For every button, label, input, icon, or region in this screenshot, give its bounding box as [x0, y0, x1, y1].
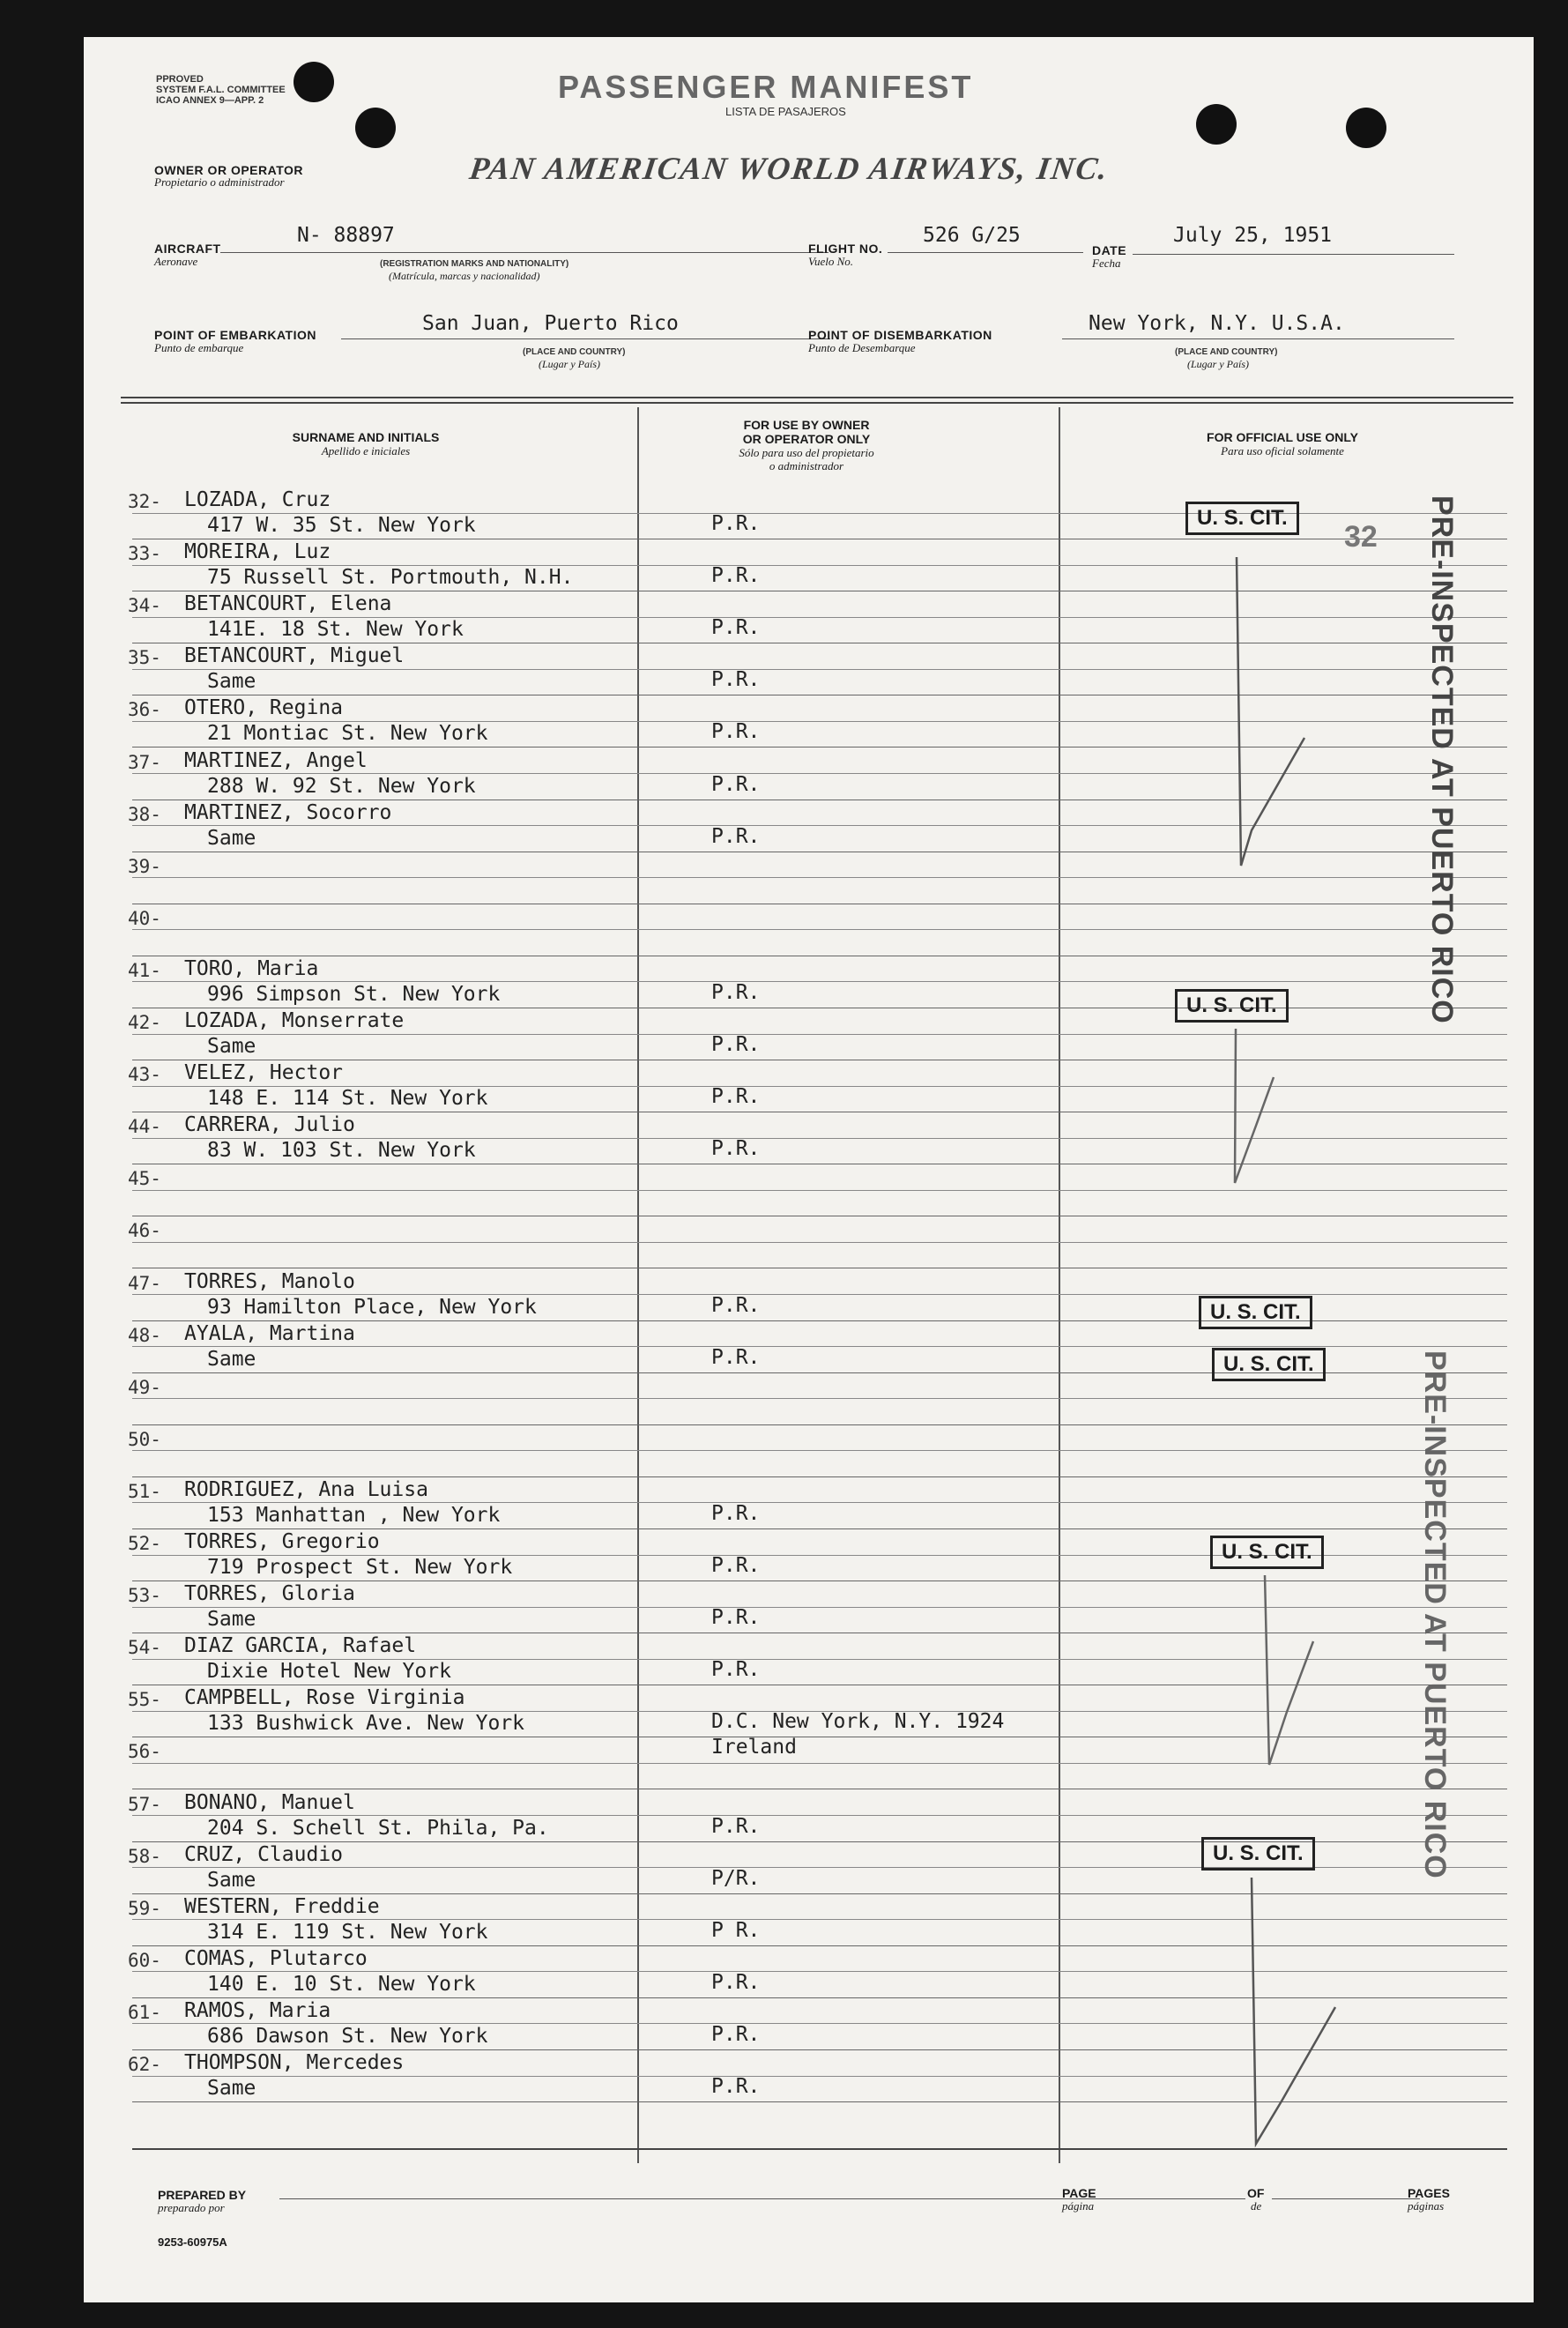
row-number: 51- [128, 1480, 161, 1502]
operator-use: P.R. [711, 2075, 761, 2098]
flight-label-es: Vuelo No. [808, 255, 854, 268]
preinspected-stamp-2: PRE-INSPECTED AT PUERTO RICO [1418, 1350, 1452, 1879]
aircraft-note: (REGISTRATION MARKS AND NATIONALITY) [380, 259, 569, 269]
passenger-name: RAMOS, Maria [184, 1998, 331, 2022]
row-number: 60- [128, 1949, 161, 1971]
owner-label-es: Propietario o administrador [154, 175, 285, 189]
row-number: 62- [128, 2054, 161, 2075]
us-cit-stamp-4: U. S. CIT. [1212, 1348, 1326, 1381]
footer-rule [132, 2148, 1507, 2150]
operator-use: P.R. [711, 1137, 761, 1161]
row-number: 54- [128, 1637, 161, 1659]
of-line [1272, 2198, 1420, 2199]
row-number: 36- [128, 699, 161, 721]
disembark-note-es: (Lugar y País) [1187, 358, 1249, 370]
passenger-address: 288 W. 92 St. New York [207, 774, 476, 798]
passenger-address: 996 Simpson St. New York [207, 982, 501, 1006]
row-number: 46- [128, 1220, 161, 1242]
us-cit-stamp-6: U. S. CIT. [1201, 1837, 1315, 1871]
row-number: 35- [128, 647, 161, 669]
page-label-es: página [1062, 2199, 1095, 2213]
row-number: 52- [128, 1533, 161, 1554]
manifest-title: PASSENGER MANIFEST [558, 69, 974, 105]
row-number: 39- [128, 855, 161, 877]
passenger-address: 686 Dawson St. New York [207, 2024, 488, 2048]
passenger-address: 93 Hamilton Place, New York [207, 1295, 537, 1319]
row-number: 48- [128, 1324, 161, 1346]
operator-use: P.R. [711, 2022, 761, 2046]
operator-use: P.R. [711, 1033, 761, 1056]
passenger-address: Same [207, 2077, 256, 2100]
row-number: 59- [128, 1897, 161, 1919]
date-value: July 25, 1951 [1173, 224, 1333, 247]
disembark-label: POINT OF DISEMBARKATION [808, 328, 992, 342]
of-label-es: de [1251, 2199, 1262, 2213]
passenger-address: 140 E. 10 St. New York [207, 1972, 476, 1996]
page-line [1104, 2198, 1245, 2199]
row-number: 38- [128, 803, 161, 825]
passenger-address: 21 Montiac St. New York [207, 722, 488, 746]
passenger-name: BETANCOURT, Miguel [184, 644, 405, 668]
operator-use: P.R. [711, 1345, 761, 1369]
column-header-operator-es-2: o administrador [769, 459, 844, 472]
disembark-value: New York, N.Y. U.S.A. [1089, 312, 1345, 335]
passenger-name: MARTINEZ, Angel [184, 748, 368, 772]
column-header-operator-line2: OR OPERATOR ONLY [742, 432, 871, 446]
operator-use: P.R. [711, 1970, 761, 1994]
row-number: 34- [128, 595, 161, 617]
passenger-address: 719 Prospect St. New York [207, 1556, 513, 1579]
passenger-address: Same [207, 1868, 256, 1892]
passenger-name: TORO, Maria [184, 956, 319, 980]
embark-note: (PLACE AND COUNTRY) [523, 347, 626, 357]
approval-line-1: PPROVED [156, 74, 204, 85]
company-name: PAN AMERICAN WORLD AIRWAYS, INC. [467, 151, 1111, 186]
approval-line-2: SYSTEM F.A.L. COMMITTEE [156, 85, 286, 95]
column-header-operator-es-1: Sólo para uso del propietario [739, 446, 874, 459]
operator-use: P.R. [711, 1501, 761, 1525]
operator-use: P.R. [711, 1293, 761, 1317]
passenger-address: Dixie Hotel New York [207, 1660, 451, 1684]
operator-use: P.R. [711, 512, 761, 535]
embark-label: POINT OF EMBARKATION [154, 328, 316, 342]
passenger-name: LOZADA, Monserrate [184, 1009, 405, 1032]
embark-value: San Juan, Puerto Rico [422, 312, 679, 335]
operator-use: P R. [711, 1918, 761, 1942]
row-number: 58- [128, 1845, 161, 1867]
passenger-name: COMAS, Plutarco [184, 1946, 368, 1970]
of-label: OF [1247, 2186, 1265, 2200]
manifest-sheet [84, 37, 1534, 2302]
passenger-name: LOZADA, Cruz [184, 488, 331, 511]
operator-use: P.R. [711, 720, 761, 744]
passenger-address: 141E. 18 St. New York [207, 618, 464, 642]
approval-line-3: ICAO ANNEX 9—APP. 2 [156, 95, 264, 106]
manifest-subtitle: LISTA DE PASAJEROS [725, 105, 846, 118]
column-header-official-label: FOR OFFICIAL USE ONLY [1207, 430, 1358, 444]
check-mark-2 [1235, 1029, 1274, 1183]
date-label: DATE [1092, 243, 1127, 257]
form-code: 9253-60975A [158, 2235, 227, 2249]
row-number: 47- [128, 1272, 161, 1294]
row-number: 40- [128, 907, 161, 929]
check-mark-3 [1265, 1575, 1313, 1765]
passenger-name: WESTERN, Freddie [184, 1894, 380, 1918]
pencil-check-marks [84, 37, 1534, 2302]
us-cit-stamp-2: U. S. CIT. [1175, 989, 1289, 1023]
column-header-operator-line1: FOR USE BY OWNER [743, 418, 870, 432]
prepared-by-label: PREPARED BY [158, 2188, 247, 2202]
passenger-name: MOREIRA, Luz [184, 540, 331, 564]
passenger-address: 314 E. 119 St. New York [207, 1920, 488, 1944]
disembark-note: (PLACE AND COUNTRY) [1175, 347, 1278, 357]
passenger-address: Same [207, 670, 256, 694]
passenger-name: TORRES, Manolo [184, 1269, 355, 1293]
us-cit-stamp-5: U. S. CIT. [1210, 1536, 1324, 1569]
passenger-name: BONANO, Manuel [184, 1790, 355, 1814]
embark-note-es: (Lugar y País) [539, 358, 600, 370]
us-cit-stamp-3: U. S. CIT. [1199, 1296, 1312, 1329]
passenger-name: RODRIGUEZ, Ana Luisa [184, 1477, 428, 1501]
passenger-name: VELEZ, Hector [184, 1061, 344, 1085]
passenger-address: 83 W. 103 St. New York [207, 1139, 476, 1163]
check-mark-1 [1237, 557, 1304, 866]
flight-label: FLIGHT NO. [808, 242, 883, 256]
row-number: 61- [128, 2001, 161, 2023]
pages-label-es: páginas [1408, 2199, 1445, 2213]
passenger-name: CRUZ, Claudio [184, 1842, 344, 1866]
row-number: 56- [128, 1741, 161, 1763]
row-number: 45- [128, 1168, 161, 1190]
passenger-name: TORRES, Gloria [184, 1582, 355, 1606]
flight-value: 526 G/25 [923, 224, 1021, 247]
embark-label-es: Punto de embarque [154, 341, 244, 354]
passenger-name: CARRERA, Julio [184, 1113, 355, 1137]
passenger-name: CAMPBELL, Rose Virginia [184, 1686, 465, 1710]
row-number: 57- [128, 1793, 161, 1815]
operator-use: P.R. [711, 1658, 761, 1682]
us-cit-stamp-1: U. S. CIT. [1185, 502, 1299, 535]
passenger-address: 133 Bushwick Ave. New York [207, 1712, 525, 1736]
passenger-name: MARTINEZ, Socorro [184, 800, 392, 824]
passenger-address: 417 W. 35 St. New York [207, 514, 476, 537]
row-number: 50- [128, 1428, 161, 1450]
column-header-surname-label: SURNAME AND INITIALS [292, 430, 440, 444]
operator-use: P.R. [711, 1814, 761, 1838]
row-number: 42- [128, 1012, 161, 1033]
operator-use-line2: Ireland [711, 1736, 797, 1759]
row-number: 55- [128, 1689, 161, 1711]
preinspected-stamp-1: PRE-INSPECTED AT PUERTO RICO [1425, 495, 1459, 1024]
passenger-address: Same [207, 826, 256, 850]
row-number: 49- [128, 1376, 161, 1398]
passenger-address: 148 E. 114 St. New York [207, 1087, 488, 1111]
disembark-label-es: Punto de Desembarque [808, 341, 916, 354]
date-label-es: Fecha [1092, 257, 1121, 270]
operator-use: P.R. [711, 772, 761, 796]
aircraft-note-es: (Matrícula, marcas y nacionalidad) [389, 270, 540, 282]
aircraft-value: N- 88897 [297, 224, 395, 247]
passenger-name: THOMPSON, Mercedes [184, 2051, 405, 2074]
column-header-official-label-es: Para uso oficial solamente [1221, 444, 1344, 457]
passenger-address: 204 S. Schell St. Phila, Pa. [207, 1816, 549, 1840]
check-mark-4 [1252, 1878, 1335, 2144]
row-number: 53- [128, 1585, 161, 1607]
row-number: 32- [128, 491, 161, 512]
aircraft-label-es: Aeronave [154, 255, 198, 268]
aircraft-label: AIRCRAFT [154, 242, 221, 256]
owner-label: OWNER OR OPERATOR [154, 163, 303, 177]
passenger-name: TORRES, Gregorio [184, 1530, 380, 1553]
passenger-address: Same [207, 1608, 256, 1632]
pages-label: PAGES [1408, 2186, 1450, 2200]
row-number: 33- [128, 543, 161, 565]
row-number: 41- [128, 959, 161, 981]
passenger-address: Same [207, 1347, 256, 1371]
passenger-name: BETANCOURT, Elena [184, 592, 392, 616]
passenger-address: 75 Russell St. Portmouth, N.H. [207, 566, 574, 590]
operator-use: P/R. [711, 1866, 761, 1890]
row-number: 43- [128, 1064, 161, 1086]
operator-use: D.C. New York, N.Y. 1924 [711, 1710, 1005, 1734]
passenger-name: OTERO, Regina [184, 696, 344, 720]
operator-use: P.R. [711, 1554, 761, 1577]
passenger-address: 153 Manhattan , New York [207, 1503, 501, 1527]
passenger-address: Same [207, 1035, 256, 1058]
column-header-surname-label-es: Apellido e iniciales [321, 444, 411, 457]
row-number: 37- [128, 751, 161, 773]
row-number: 44- [128, 1116, 161, 1138]
passenger-name: DIAZ GARCIA, Rafael [184, 1634, 417, 1658]
operator-use: P.R. [711, 824, 761, 848]
operator-use: P.R. [711, 616, 761, 640]
page-label: PAGE [1062, 2186, 1096, 2200]
operator-use: P.R. [711, 980, 761, 1004]
prepared-by-line [279, 2198, 1143, 2199]
operator-use: P.R. [711, 668, 761, 692]
operator-use: P.R. [711, 1085, 761, 1109]
prepared-by-label-es: preparado por [158, 2201, 225, 2214]
passenger-count-stamp: 32 [1344, 520, 1378, 554]
passenger-name: AYALA, Martina [184, 1321, 355, 1345]
operator-use: P.R. [711, 564, 761, 588]
operator-use: P.R. [711, 1606, 761, 1630]
